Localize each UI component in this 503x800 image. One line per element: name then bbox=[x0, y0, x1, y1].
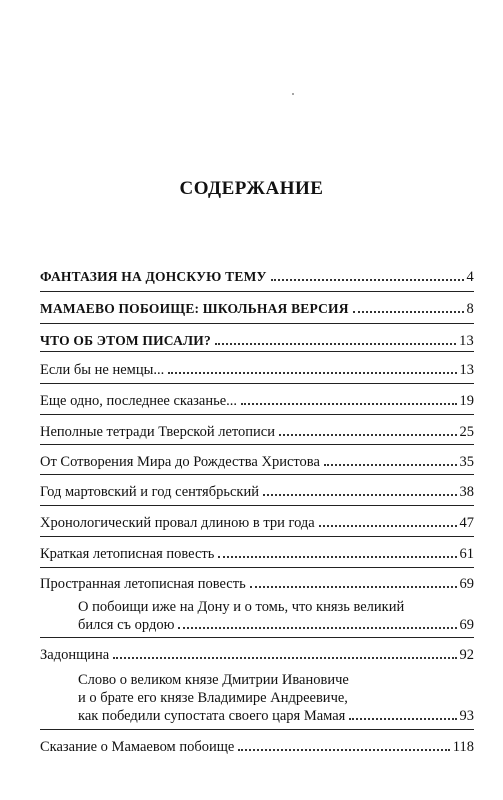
toc-entry-label: Еще одно, последнее сказанье... bbox=[40, 393, 238, 409]
page-title: СОДЕРЖАНИЕ bbox=[179, 178, 324, 199]
toc-entry[interactable] bbox=[40, 512, 474, 532]
toc-entry-line: и о брате его князе Владимире Андреевиче, bbox=[78, 690, 348, 706]
toc-entry-page: 13 bbox=[459, 362, 474, 378]
page-speck bbox=[292, 93, 294, 95]
toc-entry[interactable] bbox=[40, 266, 474, 286]
toc-entry-page: 25 bbox=[459, 424, 474, 440]
toc-entry-page: 93 bbox=[459, 708, 474, 724]
toc-entry[interactable] bbox=[78, 614, 474, 634]
toc-entry-label: Если бы не немцы... bbox=[40, 362, 165, 378]
toc-entry-page: 38 bbox=[459, 484, 474, 500]
toc-entry-page: 8 bbox=[466, 301, 474, 317]
toc-entry[interactable] bbox=[40, 573, 474, 593]
toc-entry-label: бился съ ордою bbox=[78, 617, 175, 633]
dot-leader bbox=[271, 279, 464, 281]
dot-leader bbox=[168, 372, 456, 374]
section-rule bbox=[40, 505, 474, 506]
toc-entry[interactable] bbox=[40, 390, 474, 410]
section-rule bbox=[40, 474, 474, 475]
toc-entry[interactable] bbox=[40, 359, 474, 379]
toc-entry-line: Слово о великом князе Дмитрии Ивановиче bbox=[78, 672, 349, 688]
dot-leader bbox=[349, 718, 456, 720]
section-rule bbox=[40, 729, 474, 730]
toc-entry-label: Задонщина bbox=[40, 647, 110, 663]
toc-entry-page: 69 bbox=[459, 576, 474, 592]
section-rule bbox=[40, 536, 474, 537]
toc-entry[interactable] bbox=[40, 298, 474, 318]
toc-entry-page: 4 bbox=[466, 269, 474, 285]
toc-entry-label: От Сотворения Мира до Рождества Христова bbox=[40, 454, 320, 470]
section-rule bbox=[40, 567, 474, 568]
toc-entry[interactable] bbox=[40, 330, 474, 350]
toc-entry-label: Год мартовский и год сентябрьский bbox=[40, 484, 259, 500]
section-rule bbox=[40, 637, 474, 638]
toc-entry-page: 61 bbox=[459, 546, 474, 562]
section-rule bbox=[40, 291, 474, 292]
section-rule bbox=[40, 323, 474, 324]
dot-leader bbox=[238, 749, 449, 751]
dot-leader bbox=[263, 494, 457, 496]
toc-entry[interactable] bbox=[40, 736, 474, 756]
dot-leader bbox=[218, 556, 456, 558]
toc-entry[interactable] bbox=[78, 705, 474, 725]
toc-entry-label: Краткая летописная повесть bbox=[40, 546, 215, 562]
toc-entry-page: 118 bbox=[452, 739, 474, 755]
toc-entry[interactable] bbox=[40, 451, 474, 471]
toc-entry-label: ЧТО ОБ ЭТОМ ПИСАЛИ? bbox=[40, 333, 211, 348]
toc-entry-page: 35 bbox=[459, 454, 474, 470]
dot-leader bbox=[250, 586, 457, 588]
dot-leader bbox=[215, 343, 456, 345]
toc-entry-page: 69 bbox=[459, 617, 474, 633]
dot-leader bbox=[324, 464, 457, 466]
toc-entry[interactable] bbox=[40, 543, 474, 563]
toc-entry-label: МАМАЕВО ПОБОИЩЕ: ШКОЛЬНАЯ ВЕРСИЯ bbox=[40, 301, 349, 316]
dot-leader bbox=[353, 311, 464, 313]
section-rule bbox=[40, 444, 474, 445]
dot-leader bbox=[113, 657, 456, 659]
toc-entry-label: как победили супостата своего царя Мамая bbox=[78, 708, 346, 724]
dot-leader bbox=[319, 525, 457, 527]
toc-entry-label: Неполные тетради Тверской летописи bbox=[40, 424, 276, 440]
section-rule bbox=[40, 383, 474, 384]
dot-leader bbox=[241, 403, 456, 405]
toc-entry-page: 47 bbox=[459, 515, 474, 531]
section-rule bbox=[40, 351, 474, 352]
toc-entry[interactable] bbox=[40, 481, 474, 501]
toc-entry-label: ФАНТАЗИЯ НА ДОНСКУЮ ТЕМУ bbox=[40, 269, 267, 284]
toc-entry[interactable] bbox=[40, 644, 474, 664]
toc-entry-page: 19 bbox=[459, 393, 474, 409]
toc-entry-line: О побоищи иже на Дону и о томь, что князь великий bbox=[78, 599, 405, 615]
dot-leader bbox=[279, 434, 456, 436]
toc-entry-label: Пространная летописная повесть bbox=[40, 576, 246, 592]
section-rule bbox=[40, 414, 474, 415]
toc-entry-label: Сказание о Мамаевом побоище bbox=[40, 739, 235, 755]
toc-entry-page: 92 bbox=[459, 647, 474, 663]
dot-leader bbox=[178, 627, 456, 629]
toc-entry-label: Хронологический провал длиною в три года bbox=[40, 515, 315, 531]
toc-entry[interactable] bbox=[40, 421, 474, 441]
toc-entry-page: 13 bbox=[459, 333, 474, 349]
